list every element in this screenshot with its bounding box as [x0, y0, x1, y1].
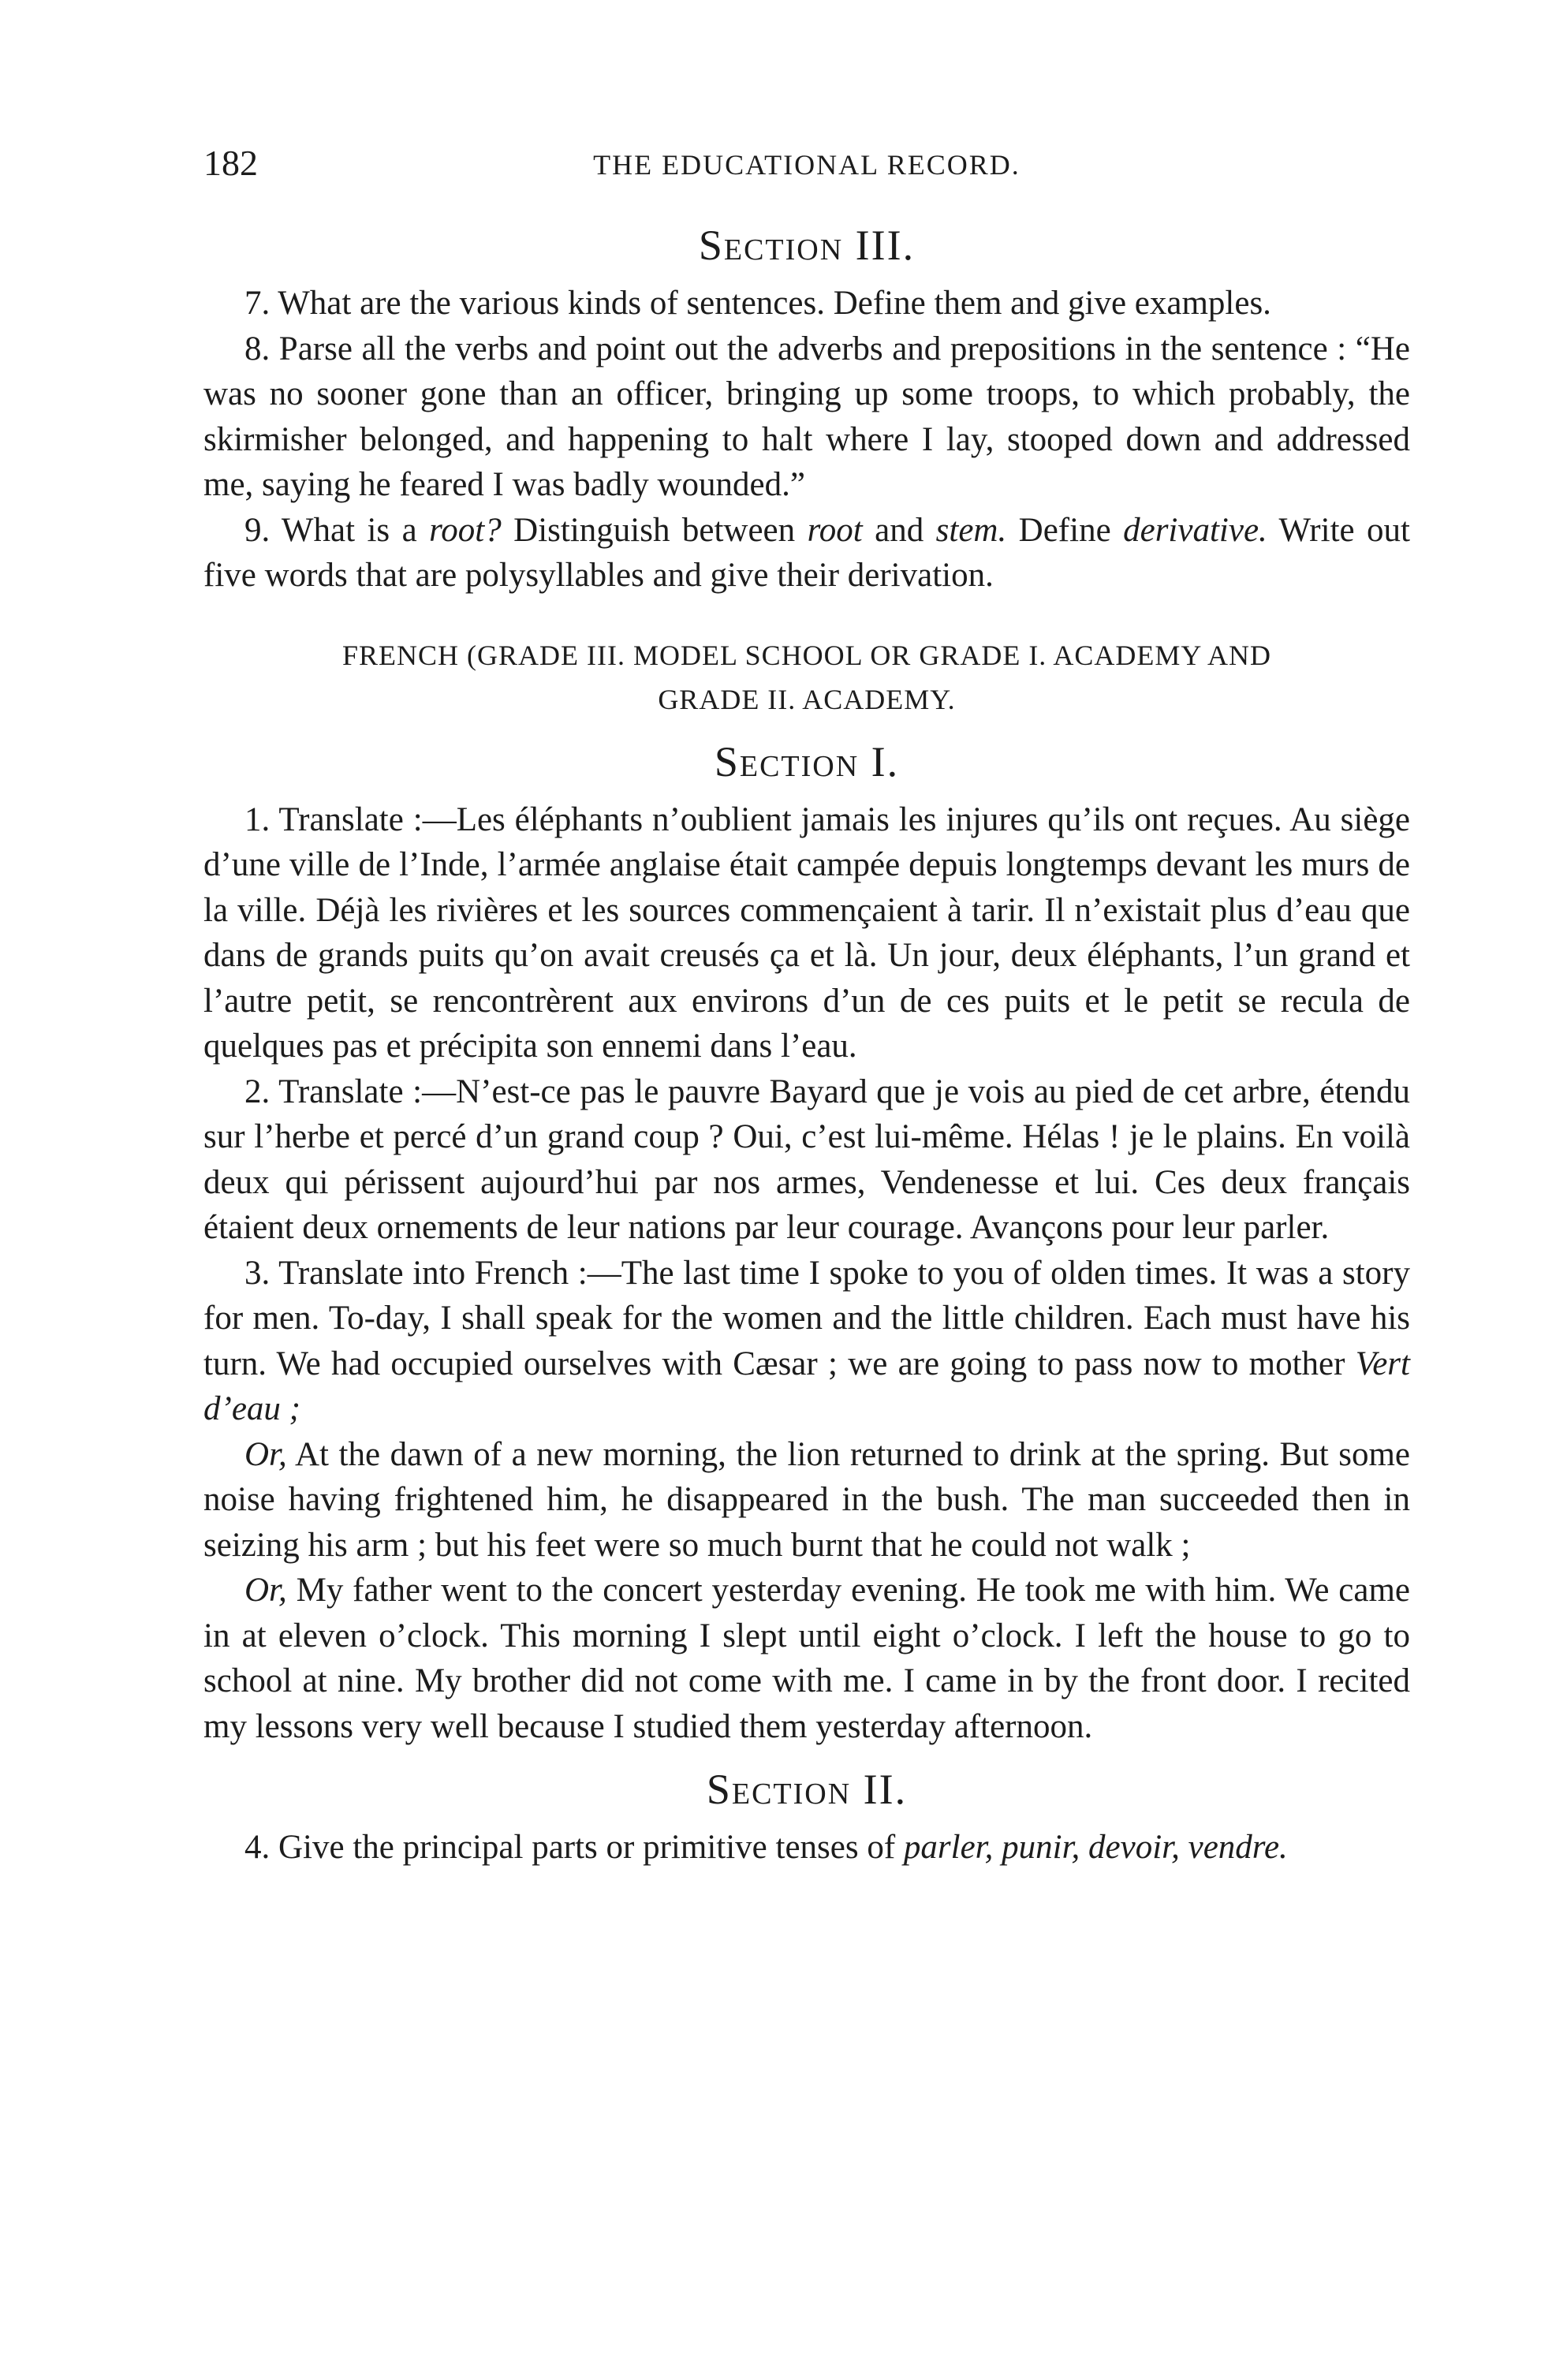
page-header	[203, 142, 1410, 205]
running-title: THE EDUCATIONAL RECORD.	[593, 149, 1020, 181]
question-9-text-e: Write out five words that are polysyllables and give their derivation.	[203, 511, 1410, 594]
question-9-text-b: Distinguish between	[501, 511, 808, 549]
question-8: 8. Parse all the verbs and point out the adverbs and prepositions in the sentence : “He was no sooner gone than an officer, bringing up some troops, to which probably, the skirmisher belonged, and happening to halt where I lay, stooped down and addressed me, saying he feared I was badly wounded.”	[203, 330, 1410, 503]
question-7: 7. What are the various kinds of sentences. Define them and give examples.	[244, 285, 1271, 322]
question-3-text-a: 3. Translate into French :—The last time I spoke to you of olden times. It was a story for men. To-day, I shall speak for the women and the little children. Each must have his turn. We had occupied ourselves with Cæsar ; we are going to pass now to mother	[203, 1254, 1410, 1382]
section-iii-heading: Section III.	[698, 222, 916, 269]
question-4	[203, 1825, 1410, 1871]
or-label-2: Or,	[244, 1572, 287, 1609]
question-3-option-2	[203, 1432, 1410, 1569]
question-3-option-3	[203, 1568, 1410, 1749]
question-9-text-d: Define	[1006, 511, 1124, 549]
question-9-text-c: and	[862, 511, 936, 549]
question-3	[203, 1251, 1410, 1432]
question-9-text-a: 9. What is a	[244, 511, 430, 549]
question-3-text-b: At the dawn of a new morning, the lion returned to drink at the spring. But some noise having frightened him, he disappeared in the bush. The man succeeded then in seizing his arm ; but his feet were so much burnt that he could not walk ;	[203, 1435, 1410, 1564]
term-root: root?	[429, 511, 502, 549]
question-2: 2. Translate :—N’est-ce pas le pauvre Bayard que je vois au pied de cet arbre, étendu sur l’herbe et percé d’un grand coup ? Oui, c’est lui-même. Hélas ! je le plains. En voilà deux qui périssent aujourd’hui par nos armes, Vendenesse et lui. Ces deux français étaient deux ornements de leur nations par leur courage. Avançons pour leur parler.	[203, 1072, 1410, 1246]
french-heading	[203, 633, 1410, 722]
french-heading-line-2: GRADE II. ACADEMY.	[658, 683, 956, 715]
page	[203, 142, 1410, 1871]
term-stem: stem.	[935, 511, 1007, 549]
question-1: 1. Translate :—Les éléphants n’oublient jamais les injures qu’ils ont reçues. Au siège d’une ville de l’Inde, l’armée anglaise était campée depuis longtemps devant les murs de la ville. Déjà les rivières et les sources commençaient à tarir. Il n’existait plus d’eau que dans de grands puits qu’on avait creusés ça et là. Un jour, deux éléphants, l’un grand et l’autre petit, se rencontrèrent aux environs d’un de ces puits et le petit se recula de quelques pas et précipita son ennemi dans l’eau.	[203, 800, 1410, 1065]
section-i-heading: Section I.	[714, 737, 900, 785]
term-root-2: root	[807, 511, 863, 549]
term-vert-deau: Vert d’eau ;	[203, 1345, 1410, 1427]
question-9	[203, 508, 1410, 599]
verb-list: parler, punir, devoir, vendre.	[903, 1829, 1288, 1866]
french-heading-line-1: FRENCH (GRADE III. MODEL SCHOOL OR GRADE I. ACADEMY AND	[342, 639, 1271, 671]
or-label-1: Or,	[244, 1435, 287, 1473]
term-derivative: derivative.	[1123, 511, 1267, 549]
page-number: 182	[203, 143, 258, 183]
section-ii-heading: Section II.	[706, 1766, 908, 1813]
question-3-text-c: My father went to the concert yesterday evening. He took me with him. We came in at eleven o’clock. This morning I slept until eight o’clock. I left the house to go to school at nine. My brother did not come with me. I came in by the front door. I recited my lessons very well because I studied them yesterday afternoon.	[203, 1572, 1410, 1745]
question-4-text: 4. Give the principal parts or primitive tenses of	[244, 1829, 904, 1866]
